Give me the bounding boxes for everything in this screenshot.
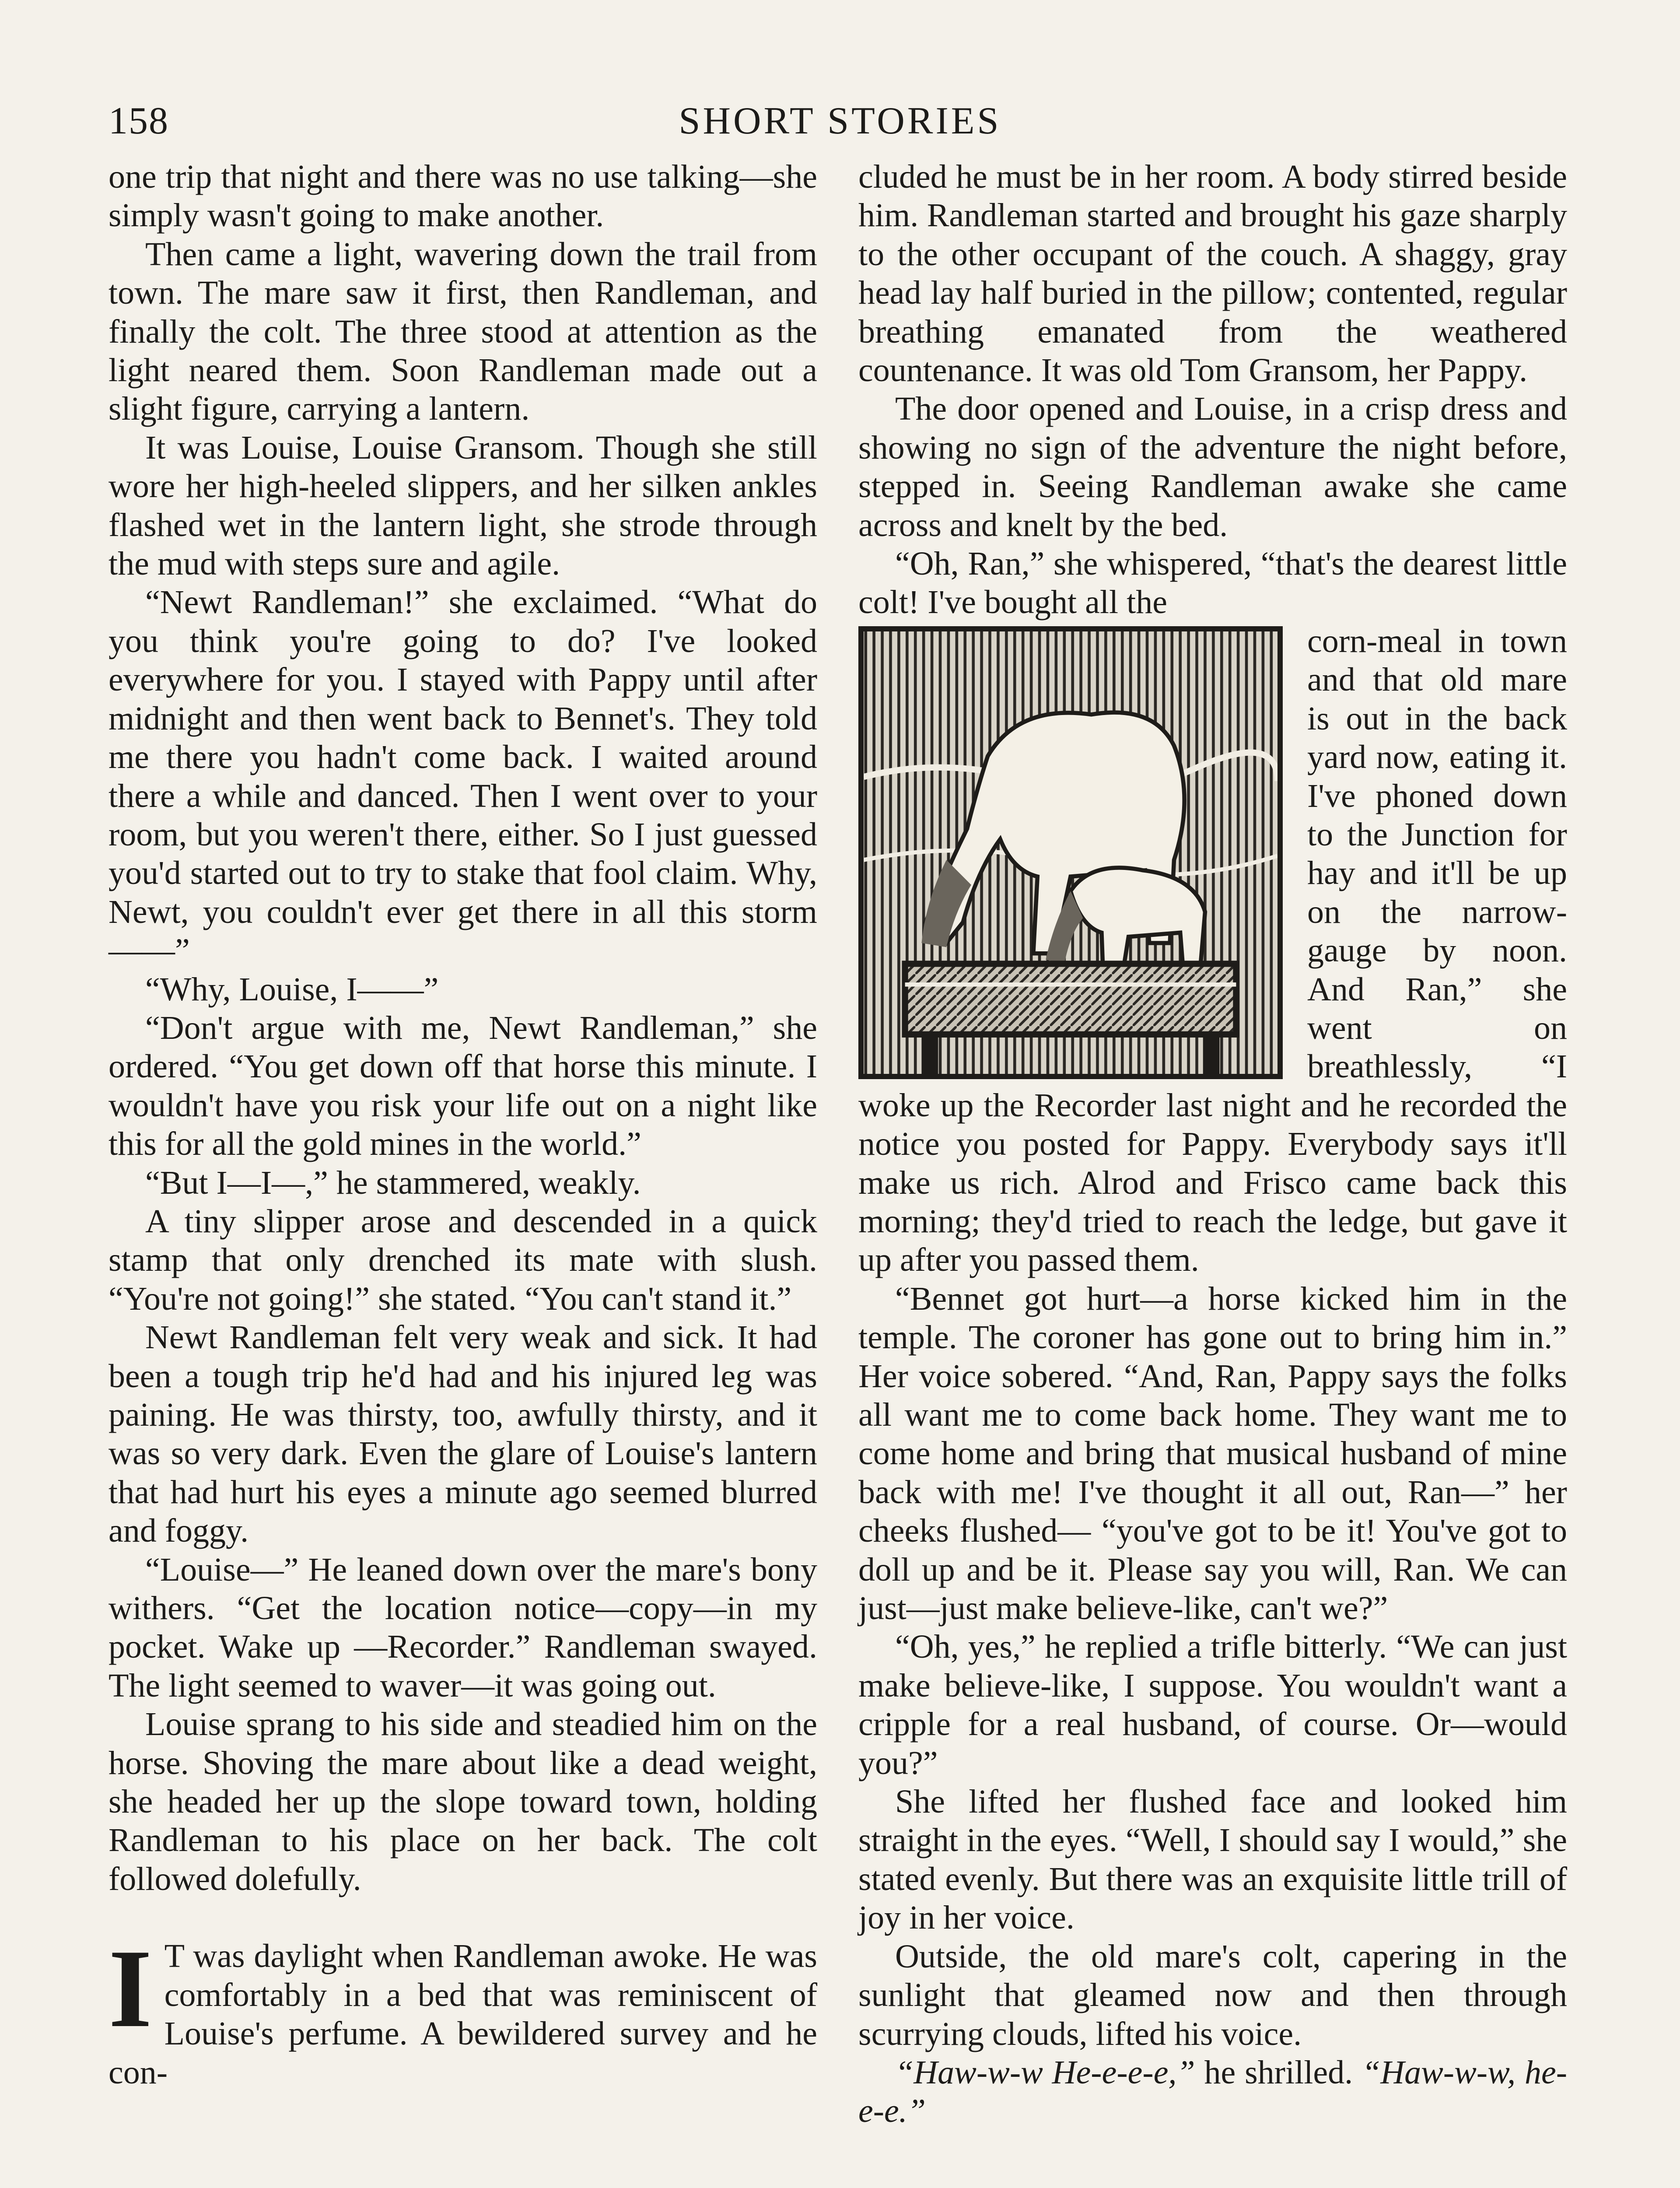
paragraph: one trip that night and there was no use talking—she simply wasn't going to make another.: [108, 158, 817, 234]
paragraph: Newt Randleman felt very weak and sick. It had been a tough trip he'd had and his injured leg was paining. He was thirsty, too, awfully thirsty, and it was so very dark. Even the glare of Louise's lantern that had hurt his eyes a minute ago seemed blurred and foggy.: [108, 1319, 817, 1550]
closing-line: [858, 2053, 1567, 2131]
paragraph: corn-meal in town and that old mare is out in the back yard now, eating it. I've phoned down to the Junction for hay and it'll be up on the narrow-gauge by noon. And Ran,” she went on breathlessly, “I woke up the Recorder last night and he recorded the notice you posted for Pappy. Everybody says it'll make us rich. Alrod and Frisco came back this morning; they'd tried to reach the ledge, but gave it up after you passed them.: [858, 622, 1567, 1279]
colt-cry-2: “Haw-w-w, he-e-e.”: [858, 2054, 1568, 2130]
closing-text: he shrilled.: [1195, 2054, 1362, 2091]
paragraph: “But I—I—,” he stammered, weakly.: [145, 1164, 641, 1201]
section-opening: [108, 1927, 817, 2092]
paragraph: It was Louise, Louise Gransom. Though she still wore her high-heeled slippers, and her silken ankles flashed wet in the lantern light, she strode through the mud with steps sure and agile.: [108, 429, 817, 582]
paragraph: “Bennet got hurt—a horse kicked him in the temple. The coroner has gone out to bring him in.” Her voice sobered. “And, Ran, Pappy says the folks all want me to come back home. They want me to come home and bring that musical husband of mine back with me! I've thought it all out, Ran—” her cheeks flushed— “you've got to be it! You've got to doll up and be it. Please say you will, Ran. We can just—just make believe-like, can't we?”: [858, 1280, 1567, 1627]
paragraph: “Why, Louise, I——”: [145, 971, 439, 1008]
paragraph: “Oh, yes,” he replied a trifle bitterly. “We can just make believe-like, I suppose. You wouldn't want a cripple for a real husband, of course. Or—would you?”: [858, 1628, 1567, 1781]
page-number: 158: [108, 100, 169, 142]
paragraph: “Newt Randleman!” she exclaimed. “What do you think you're going to do? I've looked everywhere for you. I stayed with Pappy until after midnight and then went back to Bennet's. They told me there you hadn't come back. I waited around there a while and danced. Then I went over to your room, but you weren't there, either. So I just guessed you'd started out to try to stake that fool claim. Why, Newt, you couldn't ever get there in all this storm——”: [108, 584, 817, 969]
woodcut-illustration: [858, 626, 1283, 1079]
paragraph: “Don't argue with me, Newt Randleman,” she ordered. “You get down off that horse this minute. I wouldn't have you risk your life out on a night like this for all the gold mines in the world.”: [108, 1009, 817, 1163]
section-opening-text: T was daylight when Randleman awoke. He was comfortably in a bed that was reminiscent of Louise's perfume. A bewildered survey and he con-: [108, 1938, 817, 2091]
drop-cap: I: [108, 1927, 152, 2051]
running-head: SHORT STORIES: [679, 100, 1001, 142]
paragraph: The door opened and Louise, in a crisp dress and showing no sign of the adventure the night before, stepped in. Seeing Randleman awake she came across and knelt by the bed.: [858, 390, 1567, 543]
paragraph: cluded he must be in her room. A body stirred beside him. Randleman started and brought his gaze sharply to the other occupant of the couch. A shaggy, gray head lay half buried in the pillow; contented, regular breathing emanated from the weathered countenance. It was old Tom Gransom, her Pappy.: [858, 158, 1567, 389]
paragraph: Outside, the old mare's colt, capering in the sunlight that gleamed now and then through scurrying clouds, lifted his voice.: [858, 1938, 1567, 2052]
paragraph: Then came a light, wavering down the trail from town. The mare saw it first, then Randleman, and finally the colt. The three stood at attention as the light neared them. Soon Randleman made out a slight figure, carrying a lantern.: [108, 235, 817, 428]
mare-and-colt-icon: [864, 631, 1278, 1074]
paragraph: A tiny slipper arose and descended in a quick stamp that only drenched its mate with slush. “You're not going!” she stated. “You can't stand it.”: [108, 1203, 817, 1317]
paragraph: “Louise—” He leaned down over the mare's bony withers. “Get the location notice—copy—in my pocket. Wake up —Recorder.” Randleman swayed. The light seemed to waver—it was going out.: [108, 1551, 817, 1704]
right-column: [858, 158, 1567, 2131]
left-column: [108, 158, 817, 2092]
paragraph: “Oh, Ran,” she whispered, “that's the dearest little colt! I've bought all the: [858, 545, 1567, 621]
paragraph: Louise sprang to his side and steadied him on the horse. Shoving the mare about like a dead weight, she headed her up the slope toward town, holding Randleman to his place on her back. The colt followed dolefully.: [108, 1706, 817, 1897]
paragraph: She lifted her flushed face and looked him straight in the eyes. “Well, I should say I would,” she stated evenly. But there was an exquisite little trill of joy in her voice.: [858, 1783, 1567, 1936]
colt-cry-1: “Haw-w-w He-e-e-e,”: [895, 2054, 1195, 2091]
